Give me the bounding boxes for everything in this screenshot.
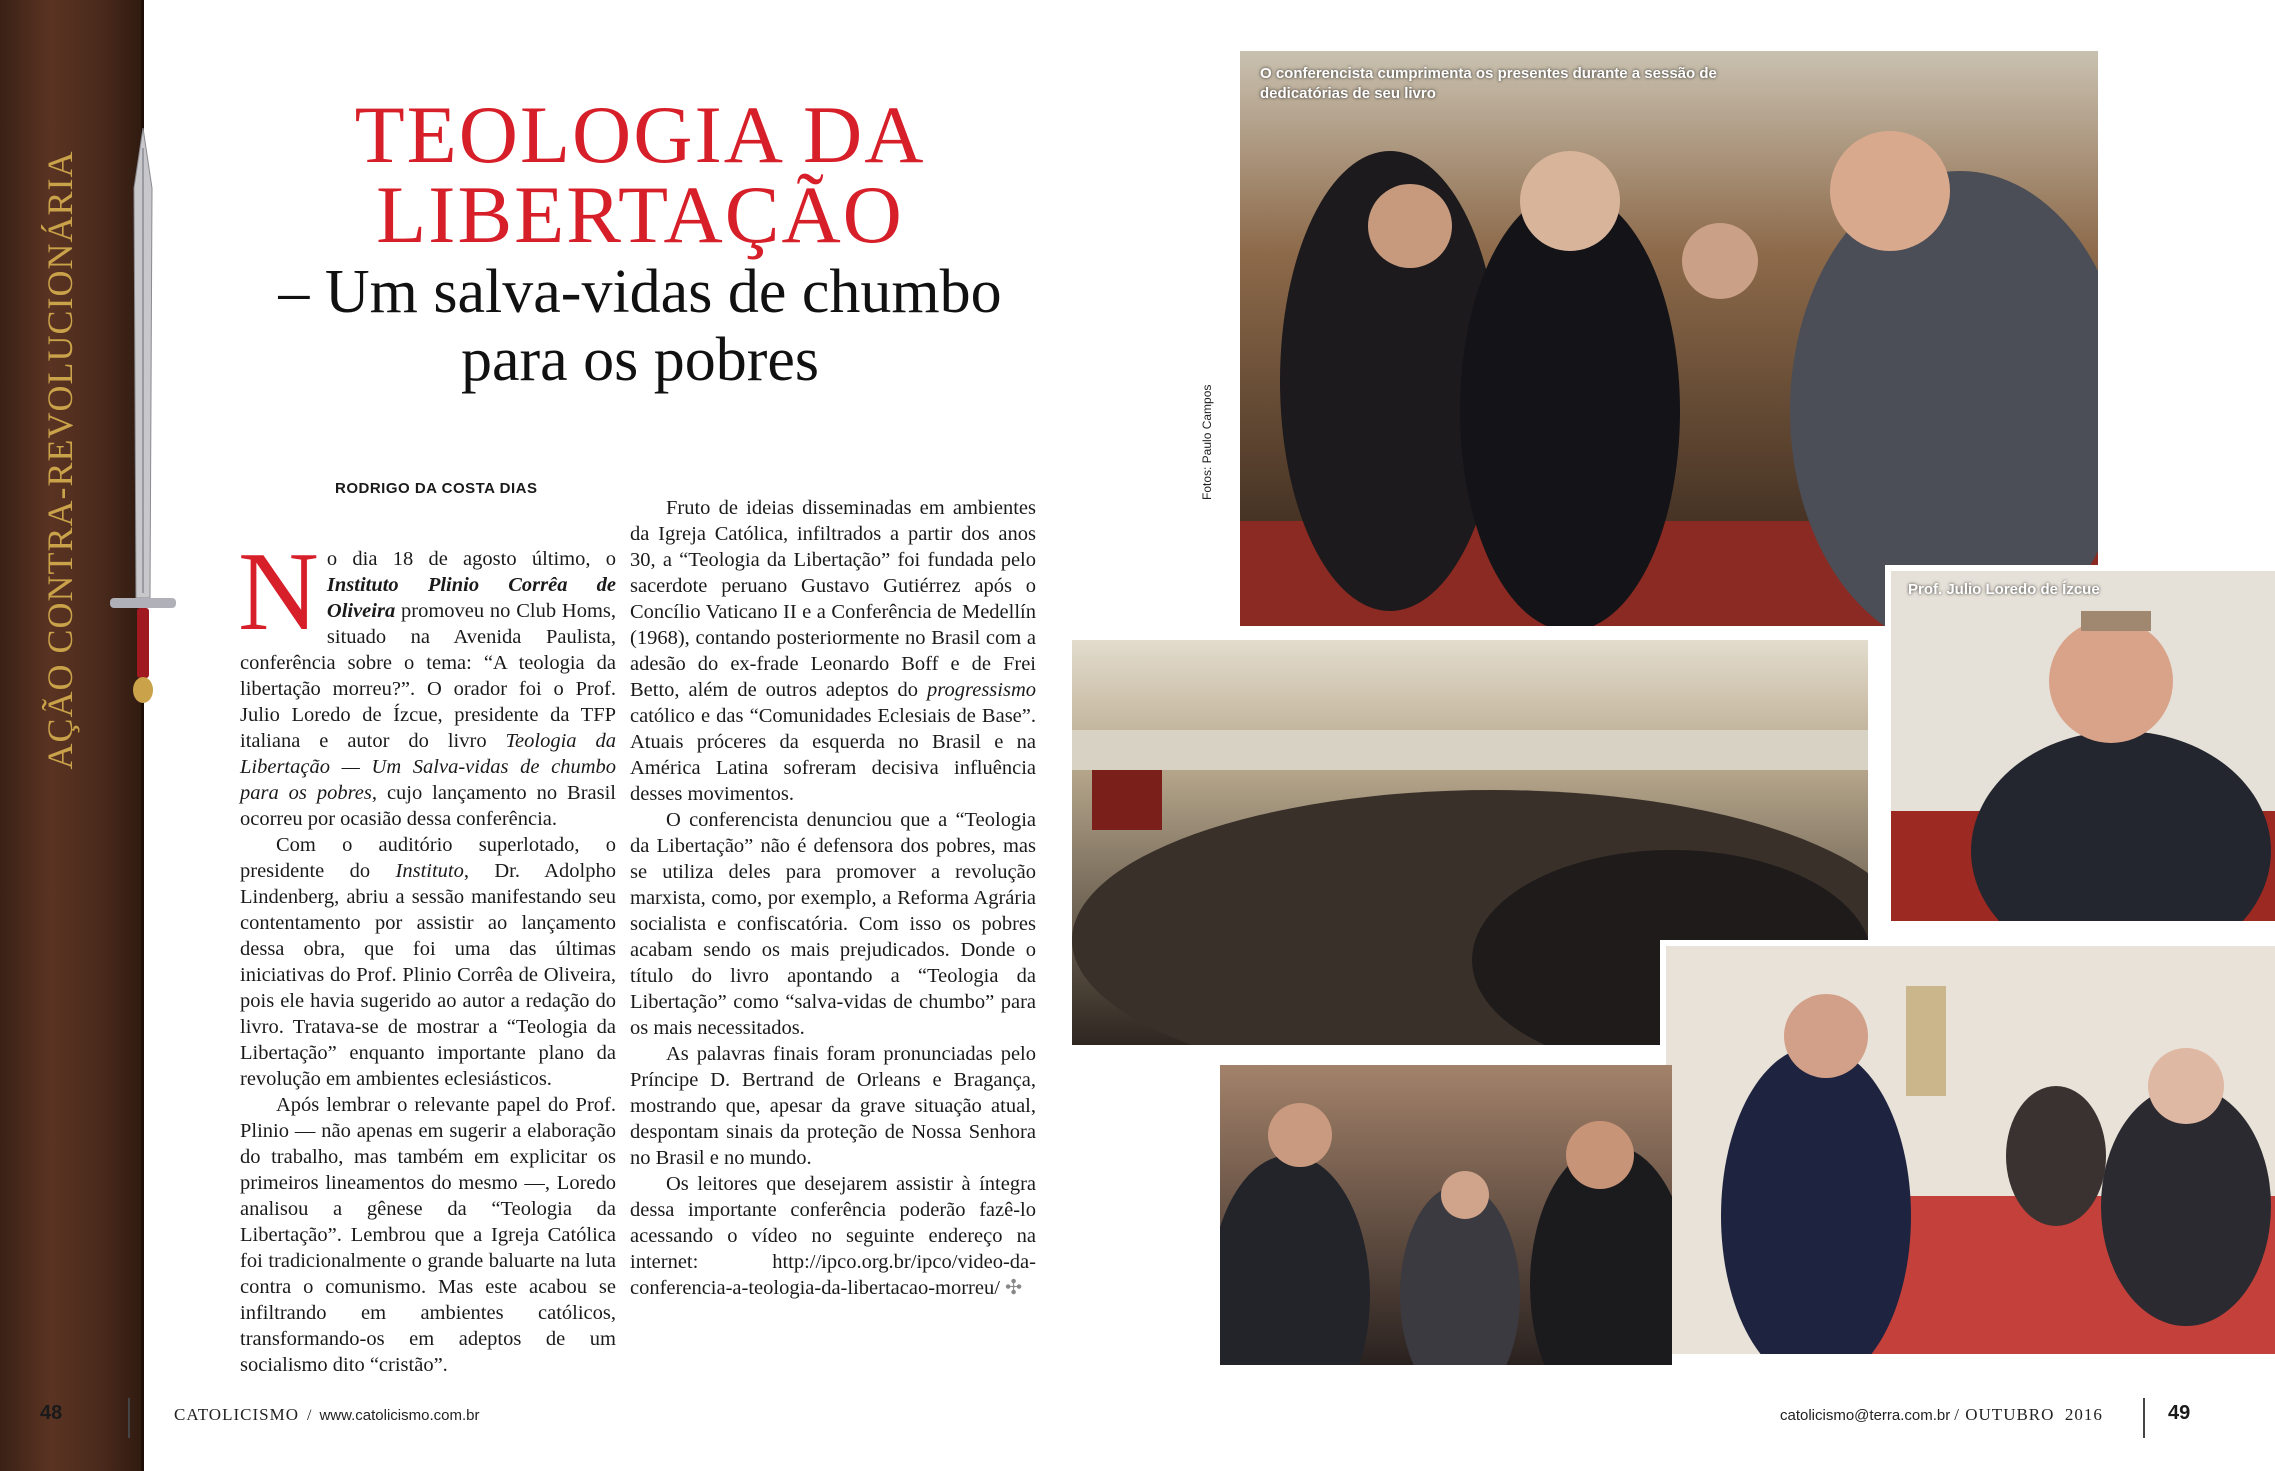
section-label-text: AÇÃO CONTRA-REVOLUCIONÁRIA: [40, 150, 80, 770]
text-run: católico e das “Comunidades Eclesiais de Base”. Atuais próceres da esquerda no Brasil e na América Latina sofreram decisiva influência desses movimentos.: [630, 705, 1036, 805]
paragraph-5: O conferencista denunciou que a “Teologia da Libertação” não é defensora dos pobres, mas se utiliza deles para promover a revolução marxista, como, por exemplo, a Reforma Agrária socialista e confiscatória. Com isso os pobres acabam sendo os mais prejudicados. Donde o título do livro apontando a “Teologia da Libertação” como “salva-vidas de chumbo” para os mais necessitados.: [630, 809, 1036, 1039]
photo-credit: Fotos: Paulo Campos: [1200, 384, 1214, 500]
article-column-2: [630, 495, 1036, 1301]
article-subtitle: – Um salva-vidas de chumbo para os pobres: [278, 258, 1002, 394]
paragraph-2: [240, 832, 616, 1092]
photo-signing: [1660, 940, 2275, 1354]
text-run-italic: Instituto: [395, 860, 464, 882]
text-run: o dia 18 de agosto último, o: [326, 548, 616, 570]
footer-right: [1780, 1405, 2103, 1425]
magazine-name: CATOLICISMO: [174, 1405, 299, 1424]
paragraph-4: [630, 495, 1036, 807]
drop-cap: N: [238, 530, 319, 654]
website-link[interactable]: www.catolicismo.com.br: [319, 1407, 480, 1424]
issue-date: / OUTUBRO 2016: [1954, 1405, 2103, 1424]
paragraph-7: [630, 1171, 1036, 1301]
article-column-1: [238, 530, 616, 1378]
sword-icon: [108, 128, 178, 708]
email-link[interactable]: catolicismo@terra.com.br: [1780, 1407, 1951, 1424]
text-run: Fruto de ideias disseminadas em ambientes da Igreja Católica, infiltrados a partir dos anos 30, a “Teologia da Libertação” foi fundada pelo sacerdote peruano Gustavo Gutiérrez após o Concílio Vaticano II e a Conferência de Medellín (1968), contando posteriormente no Brasil com a adesão do ex-frade Leonardo Boff e de Frei Betto, além de outros adeptos do: [630, 497, 1036, 701]
section-label: [20, 150, 100, 770]
photo-handshake: [1240, 51, 2098, 626]
paragraph-3: Após lembrar o relevante papel do Prof. Plinio — não apenas em sugerir a elaboração do trabalho, mas também em explicitar os primeiros lineamentos do mesmo —, Loredo analisou a gênese da “Teologia da Libertação”. Lembrou que a Igreja Católica foi tradicionalmente o grande baluarte na luta contra o comunismo. Mas este acabou se infiltrando em ambientes católicos, transformando-os em adeptos de um socialismo dito “cristão”.: [240, 1094, 616, 1376]
text-run: Com o auditório superlotado, o presidente do: [240, 834, 616, 882]
page-number-left: 48: [40, 1402, 63, 1424]
text-run: , Dr. Adolpho Lindenberg, abriu a sessão manifestando seu contentamento por assistir ao lançamento dessa obra, que foi uma das últimas iniciativas do Prof. Plinio Corrêa de Oliveira, pois ele havia sugerido ao autor a redação do livro. Tratava-se de mostrar a “Teologia da Libertação” enquanto importante plano da revolução em ambientes eclesiásticos.: [240, 860, 616, 1090]
text-run-italic: progressismo: [927, 679, 1036, 701]
end-mark: ✣: [1005, 1277, 1023, 1299]
text-run: Os leitores que desejarem assistir à íntegra dessa importante conferência poderão fazê-lo acessando o vídeo no seguinte endereço na internet: http://ipco.org.br/ipco/video-da-conferencia-a-teologia-da-libertacao-morreu/: [630, 1173, 1036, 1299]
text-run: promoveu no Club Homs, situado na Avenida Paulista, conferência sobre o tema: “A teologia da libertação morreu?”. O orador foi o Prof. Julio Loredo de Ízcue, presidente da TFP italiana e autor do livro: [240, 600, 616, 752]
photo-speaker: [1885, 565, 2275, 927]
footer-left: [174, 1405, 479, 1425]
text-run: , cujo lançamento no Brasil ocorreu por ocasião dessa conferência.: [240, 782, 616, 830]
byline: RODRIGO DA COSTA DIAS: [335, 480, 538, 497]
photo-caption-speaker: Prof. Julio Loredo de Ízcue: [1908, 581, 2100, 598]
book-title: Teologia da Libertação — Um Salva-vidas de chumbo para os pobres: [240, 730, 616, 804]
paragraph-1: [238, 530, 616, 832]
footer-divider-left: [128, 1398, 130, 1438]
photo-youths: [1220, 1065, 1672, 1365]
photo-caption-handshake: O conferencista cumprimenta os presentes durante a sessão de dedicatórias de seu livro: [1260, 65, 1717, 102]
page-number-right: 49: [2168, 1402, 2191, 1424]
article-title: TEOLOGIA DA LIBERTAÇÃO: [354, 89, 926, 260]
footer-separator: /: [306, 1407, 312, 1424]
paragraph-6: As palavras finais foram pronunciadas pelo Príncipe D. Bertrand de Orleans e Bragança, mostrando que, apesar da grave situação atual, despontam sinais da proteção de Nossa Senhora no Brasil e no mundo.: [630, 1043, 1036, 1169]
footer-divider-right: [2143, 1398, 2145, 1438]
institute-name: Instituto Plinio Corrêa de Oliveira: [326, 574, 616, 622]
